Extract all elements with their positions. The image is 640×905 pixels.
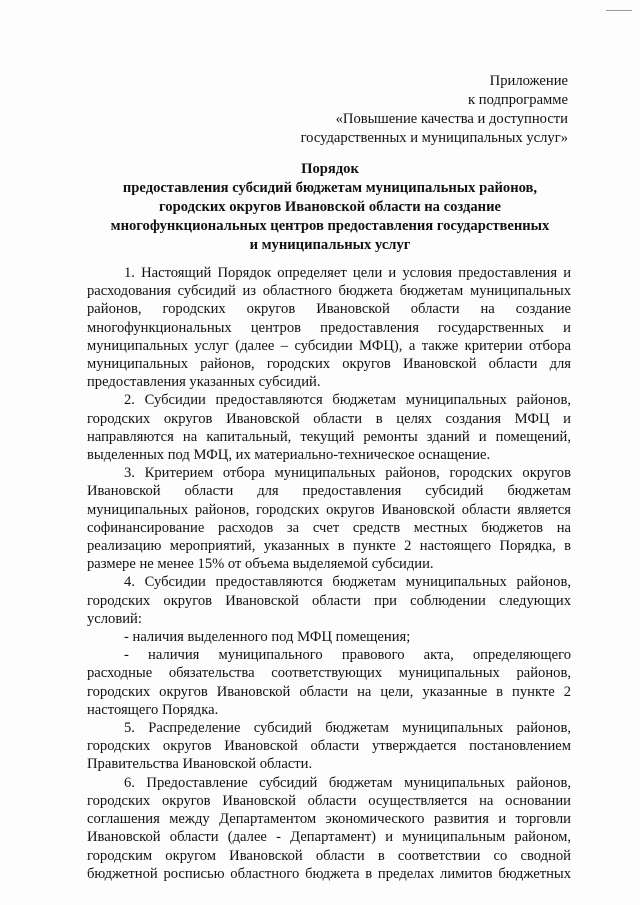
body-line: Ивановской области (далее - Департамент) и муниципальным районом, [87, 829, 571, 846]
appendix-header [301, 72, 568, 148]
body-line: расходования субсидий из областного бюджета бюджетам муниципальных [87, 283, 571, 300]
body-line: софинансирование расходов за счет средств местных бюджетов на [87, 519, 571, 536]
body-line: городских округов Ивановской области осуществляется на основании [87, 792, 571, 809]
body-line: - наличия выделенного под МФЦ помещения; [124, 629, 411, 646]
body-line: городским округом Ивановской области в соответствии со сводной [87, 847, 571, 864]
body-line: бюджетной росписью областного бюджета в пределах лимитов бюджетных [87, 865, 571, 882]
appendix-line: к подпрограмме [468, 92, 568, 108]
body-line: Ивановской области для предоставления субсидий бюджетам [87, 483, 571, 500]
body-line: соглашения между Департаментом экономического развития и торговли [87, 811, 571, 828]
body-line: размере не менее 15% от объема выделяемой субсидии. [87, 556, 434, 573]
body-line: условий: [87, 610, 142, 627]
body-line: муниципальных услуг (далее – субсидии МФЦ), а также критерии отбора [87, 337, 571, 354]
title-line: и муниципальных услуг [249, 237, 411, 253]
body-line: Правительства Ивановской области. [87, 756, 313, 773]
body-line: реализацию мероприятий, указанных в пункте 2 настоящего Порядка, в [87, 538, 571, 555]
body-line: 4. Субсидии предоставляются бюджетам муниципальных районов, [124, 574, 571, 591]
body-line: направляются на капитальный, текущий ремонты зданий и помещений, [87, 428, 571, 445]
title-line: городских округов Ивановской области на создание [159, 199, 501, 215]
body-line: настоящего Порядка. [87, 701, 219, 718]
body-line: 3. Критерием отбора муниципальных районов, городских округов [124, 465, 571, 482]
body-line: городских округов Ивановской области при соблюдении следующих [87, 592, 571, 609]
body-line: - наличия муниципального правового акта, определяющего [124, 647, 571, 664]
body-line: городских округов Ивановской области на цели, указанные в пункте 2 [87, 683, 571, 700]
appendix-line: Приложение [489, 73, 568, 89]
body-line: 2. Субсидии предоставляются бюджетам муниципальных районов, [124, 392, 571, 409]
title-line: многофункциональных центров предоставления государственных [110, 218, 550, 234]
body-line: муниципальных районов, городских округов Ивановской области является [87, 501, 571, 518]
body-line: районов, городских округов Ивановской области на создание [87, 301, 571, 318]
appendix-line: «Повышение качества и доступности [335, 111, 568, 127]
body-line: муниципальных районов, городских округов Ивановской области для [87, 356, 571, 373]
document-title [90, 160, 570, 255]
body-line: 1. Настоящий Порядок определяет цели и условия предоставления и [124, 265, 571, 281]
body-line: 6. Предоставление субсидий бюджетам муниципальных районов, [124, 774, 571, 791]
title-line: Порядок [301, 161, 359, 177]
body-line: расходные обязательства соответствующих муниципальных районов, [87, 665, 571, 682]
body-line: городских округов Ивановской области утверждается постановлением [87, 738, 571, 755]
title-line: предоставления субсидий бюджетам муниципальных районов, [122, 180, 538, 196]
body-line: выделенных под МФЦ, их материально-техническое оснащение. [87, 447, 491, 464]
document-body [87, 264, 571, 883]
appendix-line: государственных и муниципальных услуг» [300, 130, 568, 146]
body-line: многофункциональных центров предоставления государственных и [87, 319, 571, 336]
scan-artifact-line [606, 10, 632, 11]
body-line: 5. Распределение субсидий бюджетам муниципальных районов, [124, 720, 571, 737]
body-line: городских округов Ивановской области в целях создания МФЦ и [87, 410, 571, 427]
body-line: предоставления указанных субсидий. [87, 374, 321, 391]
